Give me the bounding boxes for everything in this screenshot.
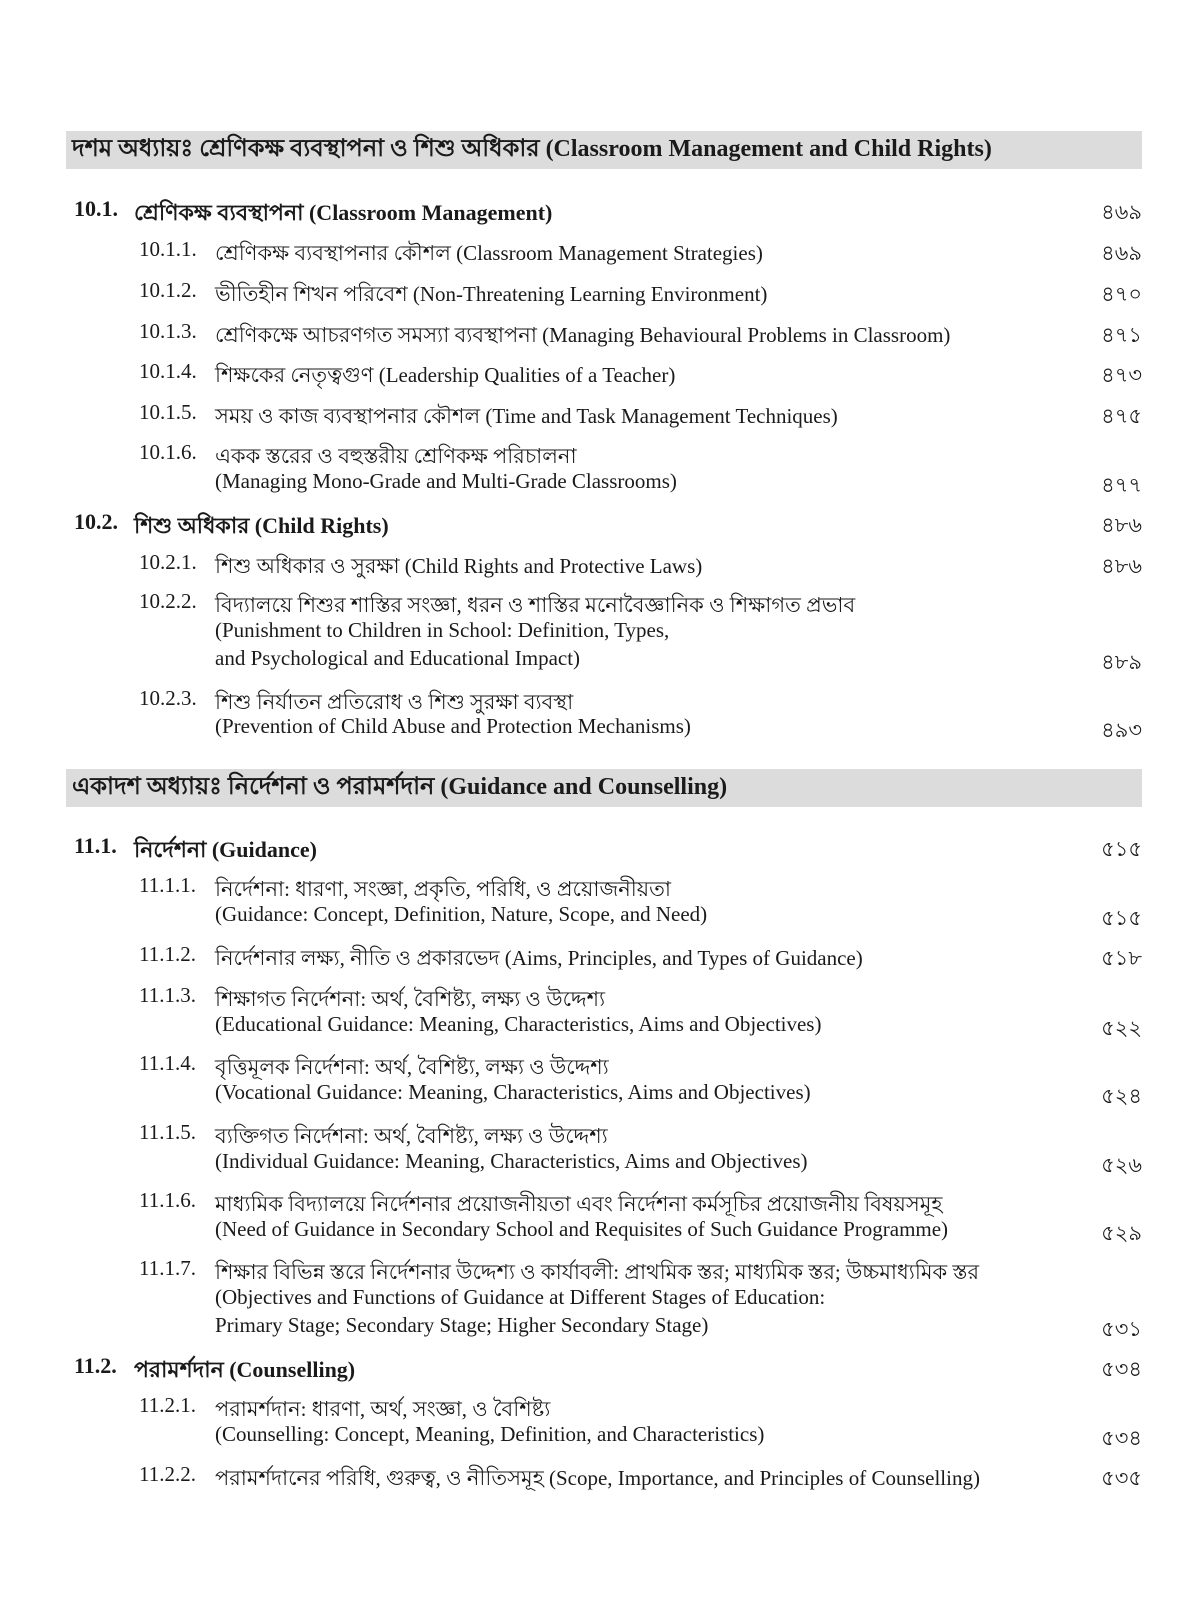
subsection-title: বিদ্যালয়ে শিশুর শাস্তির সংজ্ঞা, ধরন ও শাস্তির মনোবৈজ্ঞানিক ও শিক্ষাগত প্রভাব xyxy=(215,593,856,617)
subsection-title: (Need of Guidance in Secondary School and Requisites of Such Guidance Programme) xyxy=(215,1217,949,1241)
page-number: ৫২৯ xyxy=(1101,1221,1142,1245)
subsection-title: শিশু নির্যাতন প্রতিরোধ ও শিশু সুরক্ষা ব্যবস্থা xyxy=(215,690,574,714)
chapter-heading-bar xyxy=(66,131,1142,169)
subsection-title: (Guidance: Concept, Definition, Nature, Scope, and Need) xyxy=(215,902,708,926)
subsection-title: পরামর্শদানের পরিধি, গুরুত্ব, ও নীতিসমূহ (Scope, Importance, and Principles of Counselling) xyxy=(215,1466,980,1490)
subsection-number: 10.2.1. xyxy=(139,550,197,574)
page-number: ৪৮৬ xyxy=(1101,513,1142,537)
subsection-number: 10.2.2. xyxy=(139,589,197,613)
subsection-title: বৃত্তিমূলক নির্দেশনা: অর্থ, বৈশিষ্ট্য, লক্ষ্য ও উদ্দেশ্য xyxy=(215,1055,609,1079)
page-number: ৪৭৫ xyxy=(1101,404,1142,428)
section-title: শিশু অধিকার (Child Rights) xyxy=(134,513,389,538)
subsection-title: নির্দেশনা: ধারণা, সংজ্ঞা, প্রকৃতি, পরিধি, ও প্রয়োজনীয়তা xyxy=(215,877,671,901)
section-number: 11.1. xyxy=(74,833,117,858)
subsection-number: 11.1.1. xyxy=(139,873,196,897)
section-title: শ্রেণিকক্ষ ব্যবস্থাপনা (Classroom Management) xyxy=(134,200,553,225)
subsection-title: (Managing Mono-Grade and Multi-Grade Classrooms) xyxy=(215,469,677,493)
subsection-number: 11.2.2. xyxy=(139,1462,196,1486)
subsection-title: শ্রেণিকক্ষ ব্যবস্থাপনার কৌশল (Classroom Management Strategies) xyxy=(215,241,763,265)
section-number: 10.1. xyxy=(74,196,118,221)
subsection-number: 11.1.2. xyxy=(139,942,196,966)
subsection-title: পরামর্শদান: ধারণা, অর্থ, সংজ্ঞা, ও বৈশিষ্ট্য xyxy=(215,1397,551,1421)
page-number: ৪৭৭ xyxy=(1101,473,1142,497)
page-number: ৫৩৪ xyxy=(1101,1426,1142,1450)
chapter-heading-bar xyxy=(66,769,1142,807)
subsection-title: ভীতিহীন শিখন পরিবেশ (Non-Threatening Learning Environment) xyxy=(215,282,768,306)
subsection-number: 10.1.4. xyxy=(139,359,197,383)
subsection-number: 11.1.4. xyxy=(139,1051,196,1075)
section-number: 10.2. xyxy=(74,509,118,534)
subsection-number: 11.1.5. xyxy=(139,1120,196,1144)
page-number: ৪৭১ xyxy=(1101,323,1142,347)
subsection-title: নির্দেশনার লক্ষ্য, নীতি ও প্রকারভেদ (Aims, Principles, and Types of Guidance) xyxy=(215,946,863,970)
section-title: নির্দেশনা (Guidance) xyxy=(134,837,317,862)
subsection-title: (Vocational Guidance: Meaning, Characteristics, Aims and Objectives) xyxy=(215,1080,811,1104)
page-number: ৫৩১ xyxy=(1101,1317,1142,1341)
subsection-title: সময় ও কাজ ব্যবস্থাপনার কৌশল (Time and Task Management Techniques) xyxy=(215,404,838,428)
page-number: ৪৬৯ xyxy=(1101,241,1142,265)
page-number: ৪৯৩ xyxy=(1101,718,1142,742)
page-number: ৫১৫ xyxy=(1101,906,1142,930)
subsection-number: 11.1.7. xyxy=(139,1256,196,1280)
subsection-number: 10.1.5. xyxy=(139,400,197,424)
subsection-title: শিশু অধিকার ও সুরক্ষা (Child Rights and Protective Laws) xyxy=(215,554,703,578)
page-number: ৪৬৯ xyxy=(1101,200,1142,224)
subsection-title: (Counselling: Concept, Meaning, Definition, and Characteristics) xyxy=(215,1422,765,1446)
subsection-number: 10.2.3. xyxy=(139,686,197,710)
page-number: ৫২২ xyxy=(1101,1016,1142,1040)
chapter-title: দশম অধ্যায়ঃ শ্রেণিকক্ষ ব্যবস্থাপনা ও শিশু অধিকার (Classroom Management and Child Rights) xyxy=(72,136,992,162)
subsection-number: 10.1.6. xyxy=(139,440,197,464)
section-title: পরামর্শদান (Counselling) xyxy=(134,1357,356,1382)
subsection-title: শিক্ষাগত নির্দেশনা: অর্থ, বৈশিষ্ট্য, লক্ষ্য ও উদ্দেশ্য xyxy=(215,987,606,1011)
subsection-title: (Individual Guidance: Meaning, Characteristics, Aims and Objectives) xyxy=(215,1149,808,1173)
subsection-title: (Punishment to Children in School: Definition, Types, xyxy=(215,618,670,642)
subsection-number: 10.1.2. xyxy=(139,278,197,302)
page-number: ৪৮৯ xyxy=(1101,650,1142,674)
subsection-number: 11.1.3. xyxy=(139,983,196,1007)
page-number: ৪৭০ xyxy=(1101,282,1142,306)
subsection-title: Primary Stage; Secondary Stage; Higher Secondary Stage) xyxy=(215,1313,709,1337)
subsection-title: (Objectives and Functions of Guidance at Different Stages of Education: xyxy=(215,1285,826,1309)
subsection-number: 11.2.1. xyxy=(139,1393,196,1417)
page-number: ৫৩৪ xyxy=(1101,1357,1142,1381)
page-number: ৪৭৩ xyxy=(1101,363,1142,387)
page-number: ৫১৮ xyxy=(1101,946,1142,970)
subsection-title: (Prevention of Child Abuse and Protection Mechanisms) xyxy=(215,714,691,738)
subsection-title: শিক্ষার বিভিন্ন স্তরে নির্দেশনার উদ্দেশ্য ও কার্যাবলী: প্রাথমিক স্তর; মাধ্যমিক স্তর; উচ্চমাধ্যমিক স্তর xyxy=(215,1260,980,1284)
page-number: ৫২৪ xyxy=(1101,1084,1142,1108)
subsection-number: 11.1.6. xyxy=(139,1188,196,1212)
subsection-title: শিক্ষকের নেতৃত্বগুণ (Leadership Qualities of a Teacher) xyxy=(215,363,676,387)
subsection-title: মাধ্যমিক বিদ্যালয়ে নির্দেশনার প্রয়োজনীয়তা এবং নির্দেশনা কর্মসূচির প্রয়োজনীয় বিষয়সমূহ xyxy=(215,1192,943,1216)
page-number: ৪৮৬ xyxy=(1101,554,1142,578)
page-number: ৫৩৫ xyxy=(1101,1466,1142,1490)
subsection-title: একক স্তরের ও বহুস্তরীয় শ্রেণিকক্ষ পরিচালনা xyxy=(215,444,577,468)
subsection-number: 10.1.1. xyxy=(139,237,197,261)
chapter-title: একাদশ অধ্যায়ঃ নির্দেশনা ও পরামর্শদান (Guidance and Counselling) xyxy=(72,774,728,800)
subsection-number: 10.1.3. xyxy=(139,319,197,343)
subsection-title: and Psychological and Educational Impact) xyxy=(215,646,581,670)
section-number: 11.2. xyxy=(74,1353,117,1378)
subsection-title: (Educational Guidance: Meaning, Characteristics, Aims and Objectives) xyxy=(215,1012,822,1036)
subsection-title: শ্রেণিকক্ষে আচরণগত সমস্যা ব্যবস্থাপনা (Managing Behavioural Problems in Classroom) xyxy=(215,323,951,347)
page-number: ৫২৬ xyxy=(1101,1153,1142,1177)
page-number: ৫১৫ xyxy=(1101,837,1142,861)
subsection-title: ব্যক্তিগত নির্দেশনা: অর্থ, বৈশিষ্ট্য, লক্ষ্য ও উদ্দেশ্য xyxy=(215,1124,608,1148)
